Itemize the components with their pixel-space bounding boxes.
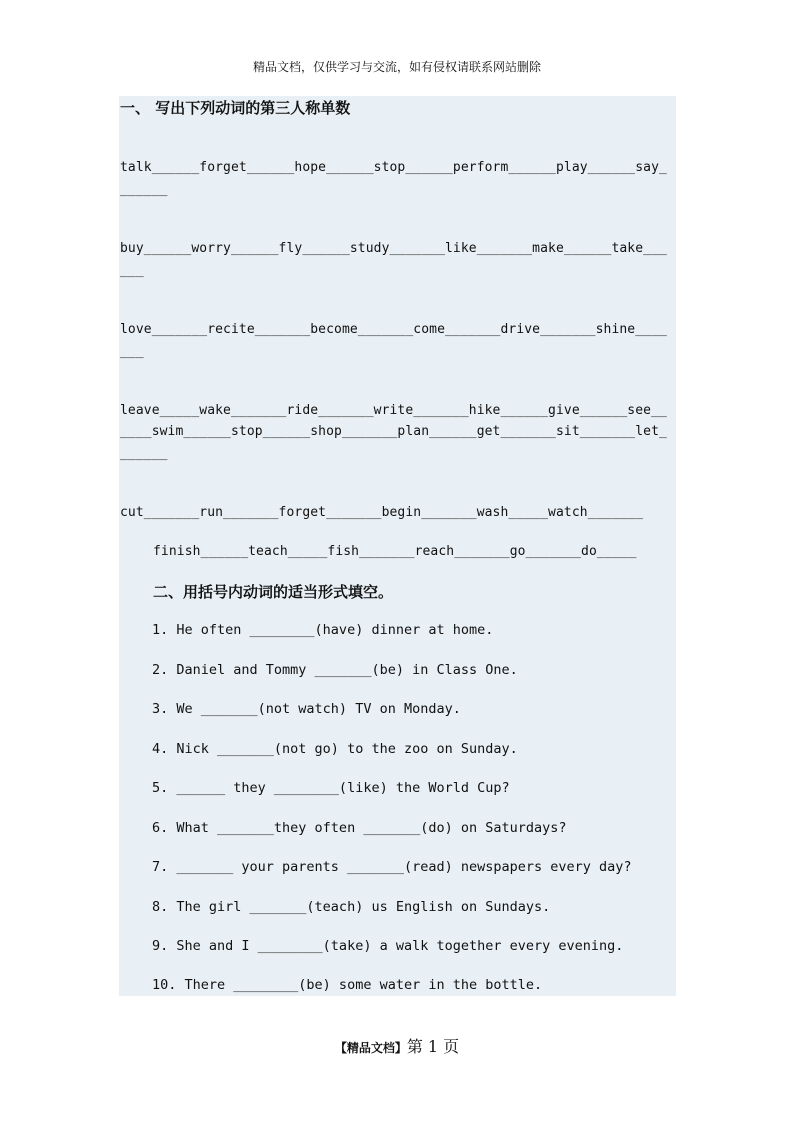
exercise-line: cut_______run_______forget_______begin_______wash_____watch_______ xyxy=(120,505,644,520)
section1-title: 一、 写出下列动词的第三人称单数 xyxy=(120,99,351,117)
exercise-line: love_______recite_______become_______come_______drive_______shine____ xyxy=(120,322,667,337)
question-item: 5. ______ they ________(like) the World Cup? xyxy=(152,780,510,796)
exercise-line: ______ xyxy=(120,182,168,197)
exercise-line: talk______forget______hope______stop______perform______play______say_ xyxy=(120,160,667,175)
question-item: 10. There ________(be) some water in the bottle. xyxy=(152,977,543,993)
exercise-line: ___ xyxy=(120,344,144,359)
footer-tag: 【精品文档】 xyxy=(334,1041,407,1055)
section2-title: 二、用括号内动词的适当形式填空。 xyxy=(153,583,394,601)
exercise-line: buy______worry______fly______study_______like_______make______take___ xyxy=(120,241,667,256)
page-header-notice: 精品文档，仅供学习与交流，如有侵权请联系网站删除 xyxy=(252,60,541,74)
question-item: 3. We _______(not watch) TV on Monday. xyxy=(152,701,461,717)
question-item: 1. He often ________(have) dinner at home. xyxy=(152,622,494,638)
page-number: 第 1 页 xyxy=(406,1037,460,1056)
question-item: 4. Nick _______(not go) to the zoo on Sunday. xyxy=(152,741,518,757)
question-item: 2. Daniel and Tommy _______(be) in Class One. xyxy=(152,662,518,678)
exercise-line: ___ xyxy=(120,263,144,278)
question-item: 9. She and I ________(take) a walk together every evening. xyxy=(152,938,624,954)
exercise-line: finish______teach_____fish_______reach_______go_______do_____ xyxy=(153,544,637,559)
exercise-line: ____swim______stop______shop_______plan______get_______sit_______let_ xyxy=(120,424,667,439)
question-item: 8. The girl _______(teach) us English on Sundays. xyxy=(152,899,551,915)
question-item: 7. _______ your parents _______(read) newspapers every day? xyxy=(152,859,632,875)
page-footer xyxy=(0,1034,794,1057)
question-item: 6. What _______they often _______(do) on Saturdays? xyxy=(152,820,567,836)
exercise-line: ______ xyxy=(120,446,168,461)
exercise-line: leave_____wake_______ride_______write_______hike______give______see__ xyxy=(120,403,667,418)
